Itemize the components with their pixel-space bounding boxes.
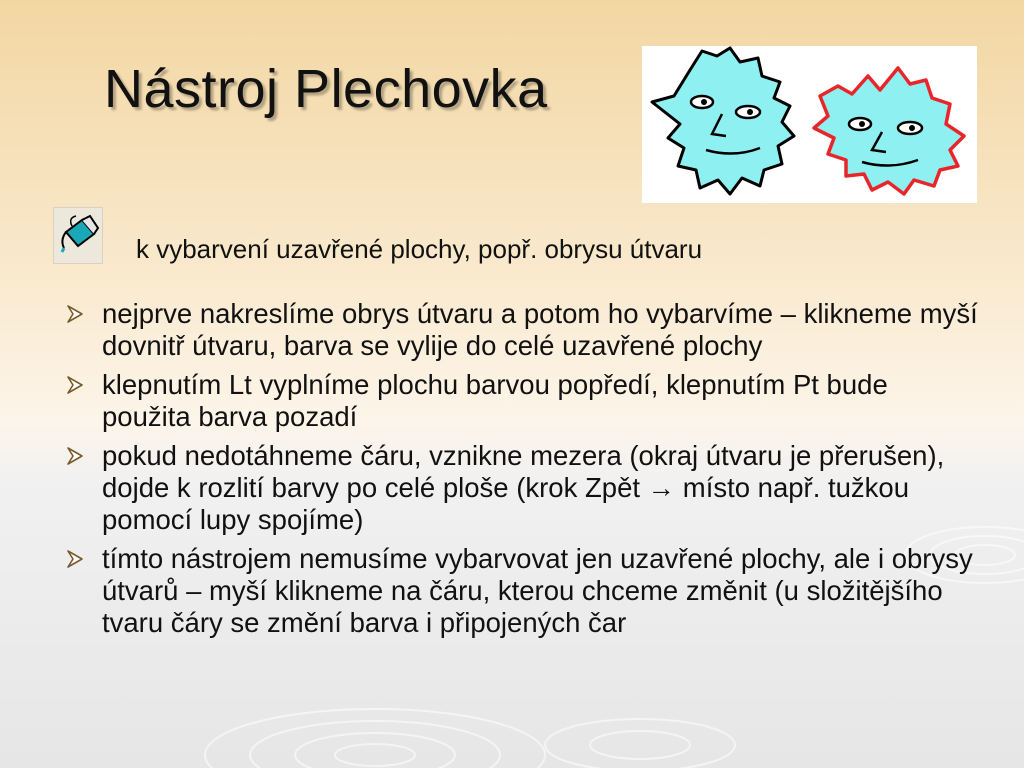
bullet-list: [62, 298, 982, 646]
arrowhead-bullet-icon: [64, 302, 86, 326]
slide-title: Nástroj Plechovka: [104, 59, 548, 119]
paint-bucket-icon: [53, 207, 103, 264]
faces-illustration: [642, 46, 977, 203]
arrowhead-bullet-icon: [64, 547, 86, 571]
list-item: [62, 298, 982, 362]
list-item-text: tímto nástrojem nemusíme vybarvovat jen uzavřené plochy, ale i obrysy útvarů – myší klikneme na čáru, kterou chceme změnit (u složitějšího tvaru čáry se změní barva i připojených čar: [102, 543, 973, 638]
list-item-text: nejprve nakreslíme obrys útvaru a potom ho vybarvíme – klikneme myší dovnitř útvaru, barva se vylije do celé uzavřené plochy: [102, 298, 978, 361]
list-item: [62, 440, 982, 536]
list-item: [62, 369, 982, 433]
arrowhead-bullet-icon: [64, 373, 86, 397]
list-item: [62, 543, 982, 639]
list-item-text: pokud nedotáhneme čáru, vznikne mezera (okraj útvaru je přerušen), dojde k rozlití barvy po celé ploše (krok Zpět → místo např. tužkou pomocí lupy spojíme): [102, 440, 945, 535]
arrowhead-bullet-icon: [64, 444, 86, 468]
list-item-text: klepnutím Lt vyplníme plochu barvou popředí, klepnutím Pt bude použita barva pozadí: [102, 369, 888, 432]
tool-description: k vybarvení uzavřené plochy, popř. obrysu útvaru: [136, 234, 703, 264]
